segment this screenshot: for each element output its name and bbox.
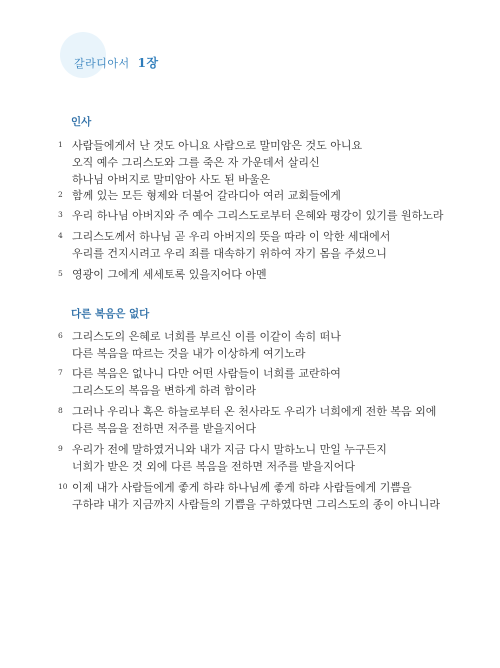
- chapter-number: 1장: [137, 56, 159, 70]
- verse-text: [72, 441, 472, 475]
- verse-line: 구하랴 내가 지금까지 사람들의 기쁨을 구하였다면 그리스도의 종이 아니니라: [72, 498, 441, 511]
- verse-number: 1: [58, 140, 63, 149]
- verse-line: 그리스도의 은혜로 너희를 부르신 이를 이같이 속히 떠나: [72, 330, 341, 343]
- verse-line: 다른 복음은 없나니 다만 어떤 사람들이 너희를 교란하여: [72, 367, 341, 380]
- chapter-title: [58, 54, 159, 71]
- verse-number: 9: [58, 444, 63, 453]
- verse-number: 4: [58, 231, 63, 240]
- verse-number: 6: [58, 331, 63, 340]
- verse-line: 다른 복음을 따르는 것을 내가 이상하게 여기노라: [72, 347, 306, 360]
- verse-line: 우리를 건지시려고 우리 죄를 대속하기 위하여 자기 몸을 주셨으니: [72, 247, 387, 260]
- verse-line: 다른 복음을 전하면 저주를 받을지어다: [72, 422, 257, 435]
- verse-line: 함께 있는 모든 형제와 더불어 갈라디아 여러 교회들에게: [72, 189, 341, 202]
- verse-line: 그리스도께서 하나님 곧 우리 아버지의 뜻을 따라 이 악한 세대에서: [72, 230, 391, 243]
- verse-number: 5: [58, 269, 63, 278]
- verse-text: [72, 228, 472, 262]
- verse-line: 사람들에게서 난 것도 아니요 사람으로 말미암은 것도 아니요: [72, 139, 363, 152]
- verse-text: [72, 207, 472, 224]
- verse-number: 10: [58, 482, 68, 491]
- chapter-header: [58, 40, 159, 71]
- verse-number: 2: [58, 190, 63, 199]
- verse-text: [72, 365, 472, 399]
- section-heading: 인사: [71, 116, 92, 128]
- verse-line: 우리가 전에 말하였거니와 내가 지금 다시 말하노니 만일 누구든지: [72, 443, 387, 456]
- section-heading: 다른 복음은 없다: [71, 308, 150, 320]
- verse-line: 우리 하나님 아버지와 주 예수 그리스도로부터 은혜와 평강이 있기를 원하노라: [72, 209, 444, 222]
- verse-number: 7: [58, 368, 63, 377]
- verse-line: 하나님 아버지로 말미암아 사도 된 바울은: [72, 173, 271, 186]
- verse-line: 너희가 받은 것 외에 다른 복음을 전하면 저주를 받을지어다: [72, 460, 355, 473]
- verse-line: 그러나 우리나 혹은 하늘로부터 온 천사라도 우리가 너희에게 전한 복음 외에: [72, 405, 437, 418]
- verse-number: 3: [58, 210, 63, 219]
- verse-text: [72, 187, 472, 204]
- verse-line: 이제 내가 사람들에게 좋게 하랴 하나님께 좋게 하랴 사람들에게 기쁨을: [72, 481, 412, 494]
- verse-text: [72, 328, 472, 362]
- verse-line: 오직 예수 그리스도와 그를 죽은 자 가운데서 살리신: [72, 156, 320, 169]
- verse-text: [72, 403, 472, 437]
- verse-text: [72, 266, 472, 283]
- verse-text: [72, 137, 472, 188]
- book-name: 갈라디아서: [74, 57, 130, 70]
- verse-line: 영광이 그에게 세세토록 있을지어다 아멘: [72, 268, 267, 281]
- verse-number: 8: [58, 406, 63, 415]
- verse-text: [72, 479, 472, 513]
- verse-line: 그리스도의 복음을 변하게 하려 함이라: [72, 384, 257, 397]
